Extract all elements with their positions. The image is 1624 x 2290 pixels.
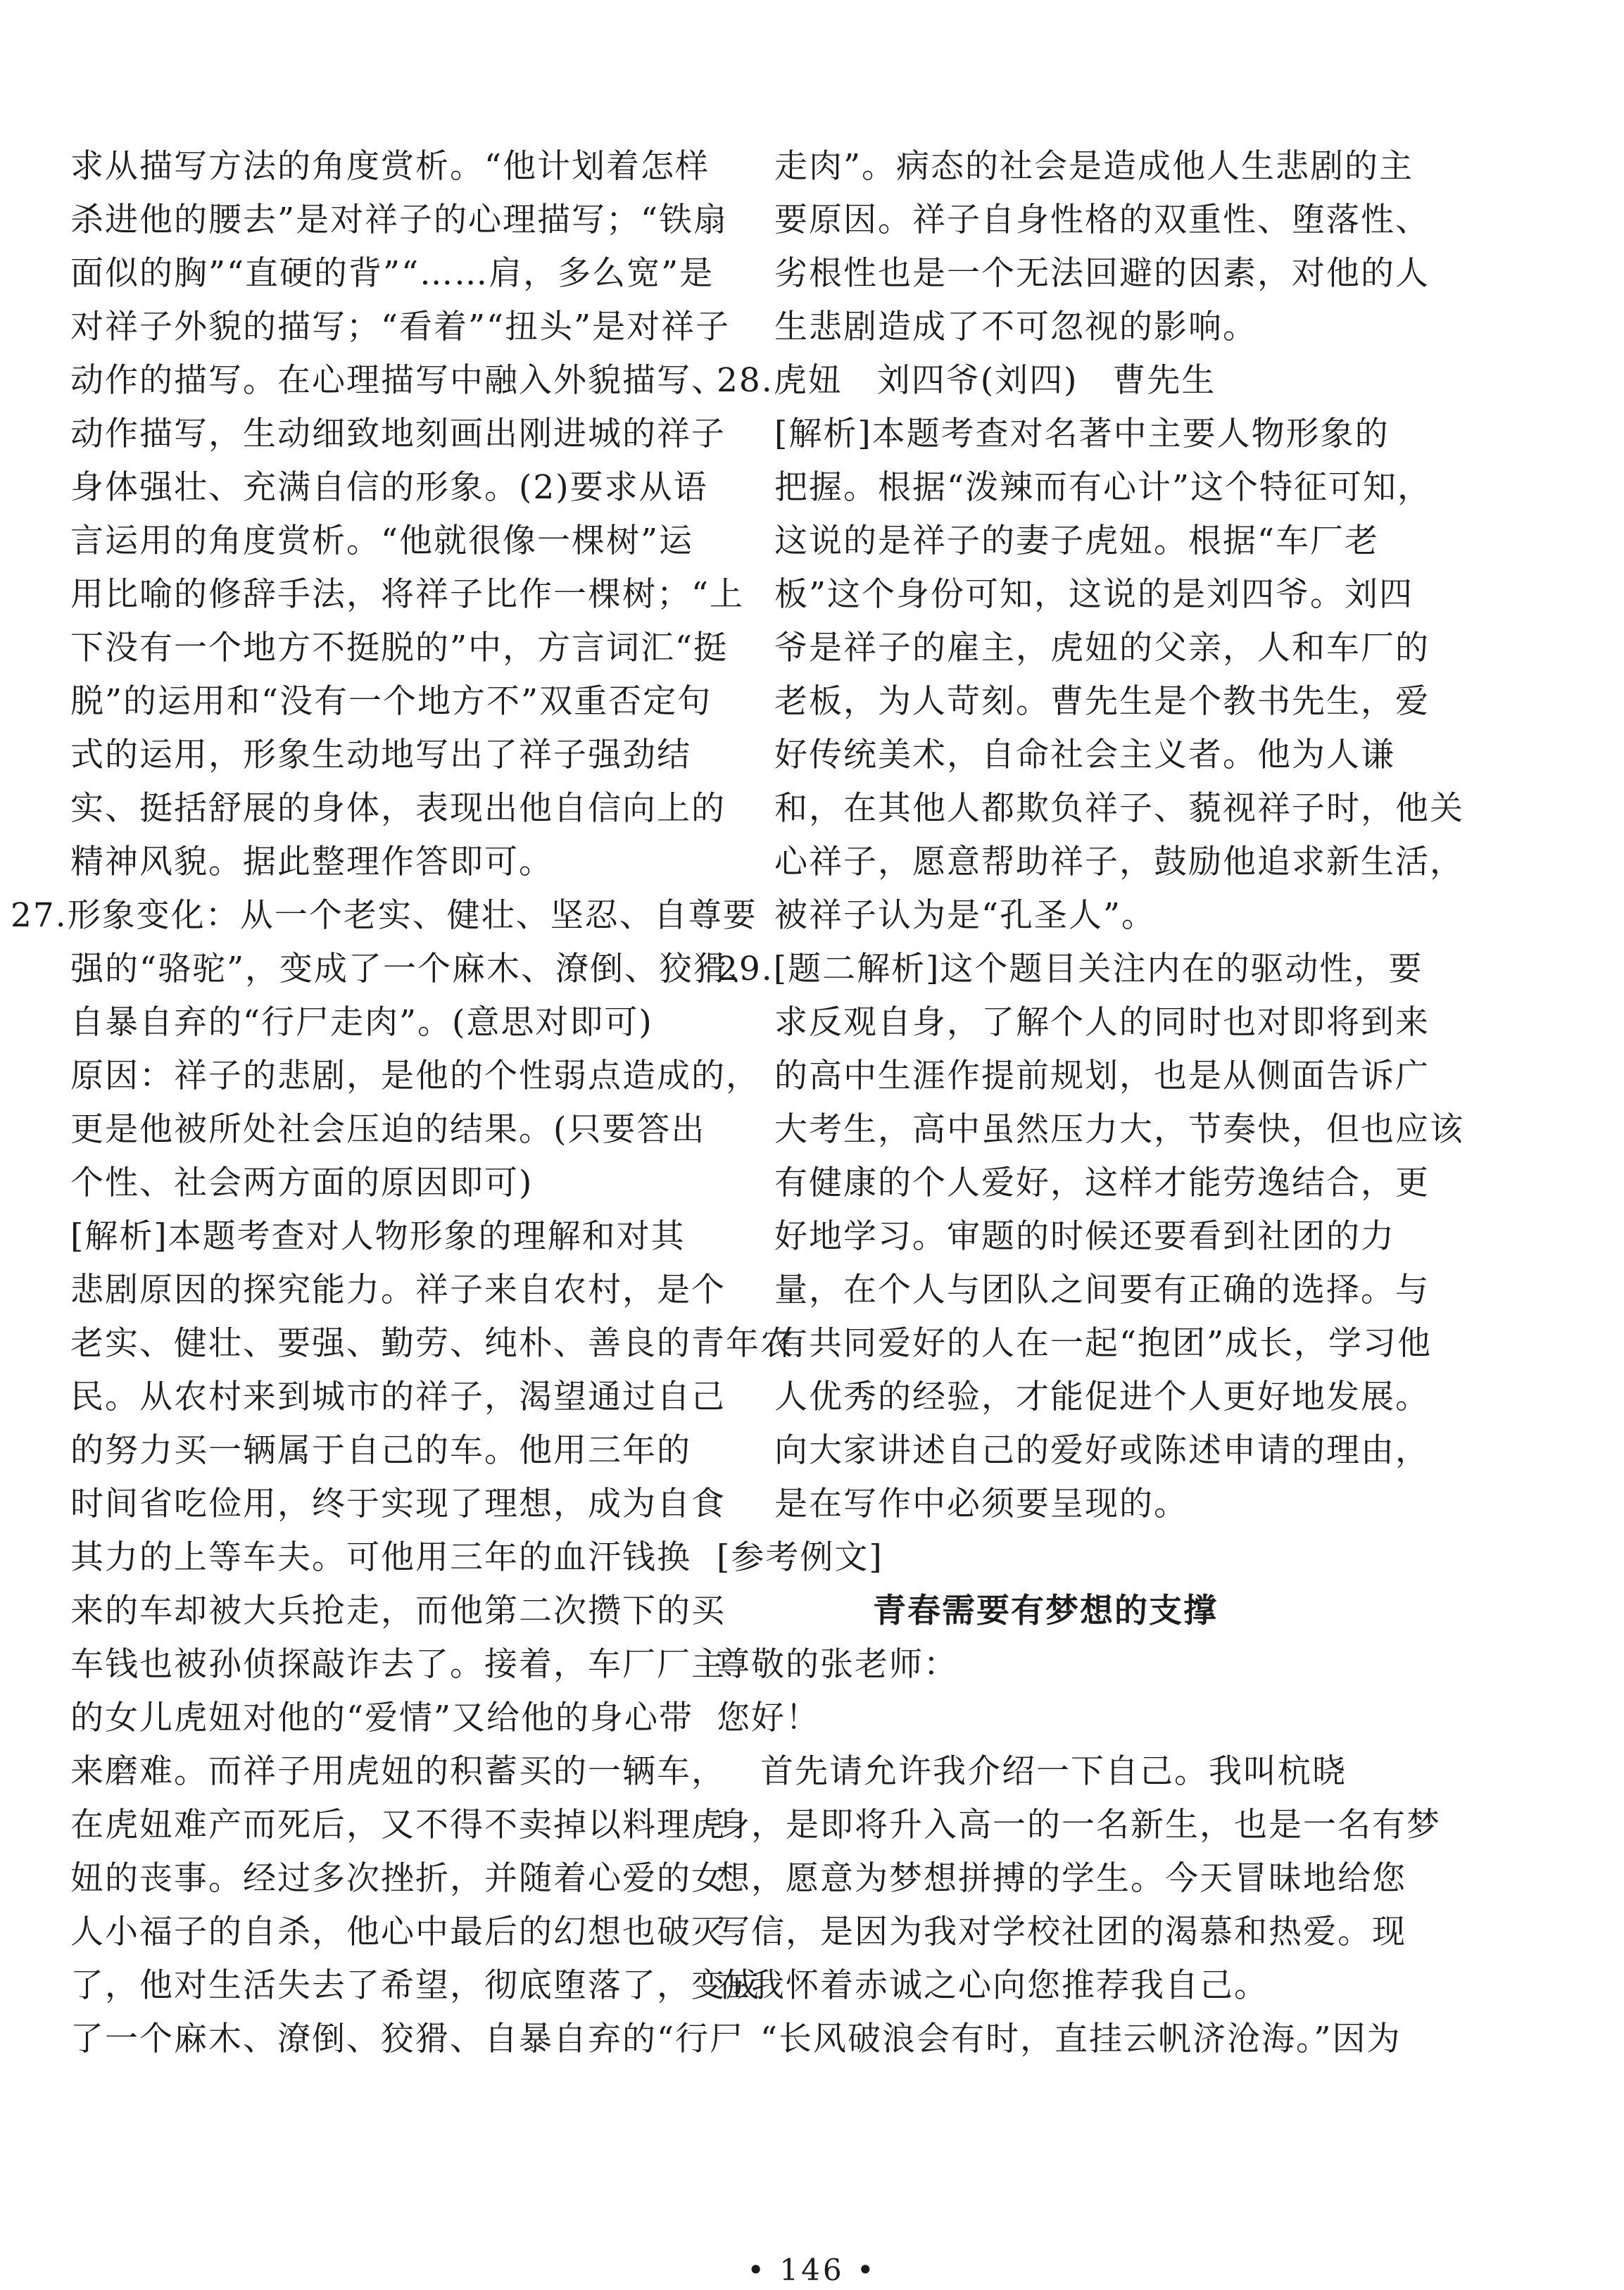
text-line: 人小福子的自杀，他心中最后的幻想也破灭: [70, 1913, 726, 1951]
text-line: 向大家讲述自己的爱好或陈述申请的理由，: [774, 1431, 1430, 1470]
text-line: 脱”的运用和“没有一个地方不”双重否定句: [70, 682, 712, 721]
text-line: 在我怀着赤诚之心向您推荐我自己。: [717, 1966, 1269, 2005]
text-line: 这说的是祥子的妻子虎妞。根据“车厂老: [774, 522, 1380, 560]
text-line: 面似的胸”“直硬的背”“……肩，多么宽”是: [70, 254, 715, 293]
text-line: 尊敬的张老师：: [717, 1645, 958, 1684]
text-line: 想，愿意为梦想拼搏的学生。今天冒昧地给您: [717, 1859, 1406, 1898]
text-line: 式的运用，形象生动地写出了祥子强劲结: [70, 736, 691, 774]
text-line: 个性、社会两方面的原因即可): [70, 1164, 534, 1202]
text-line: 悲剧原因的探究能力。祥子来自农村，是个: [70, 1271, 726, 1309]
text-line: 更是他被所处社会压迫的结果。(只要答出: [70, 1110, 706, 1149]
text-line: 28.虎妞 刘四爷(刘四) 曹先生: [717, 361, 1216, 400]
text-line: 强的“骆驼”，变成了一个麻木、潦倒、狡猾、: [70, 950, 763, 988]
text-line: 的努力买一辆属于自己的车。他用三年的: [70, 1431, 691, 1470]
text-line: 求反观自身，了解个人的同时也对即将到来: [774, 1003, 1430, 1042]
text-line: 妞的丧事。经过多次挫折，并随着心爱的女: [70, 1859, 726, 1898]
text-line: 下没有一个地方不挺脱的”中，方言词汇“挺: [70, 629, 729, 667]
text-line: [解析]本题考查对人物形象的理解和对其: [70, 1217, 686, 1256]
text-line: 车钱也被孙侦探敲诈去了。接着，车厂厂主: [70, 1645, 726, 1684]
text-line: 来磨难。而祥子用虎妞的积蓄买的一辆车，: [70, 1752, 726, 1791]
text-line: 用比喻的修辞手法，将祥子比作一棵树；“上: [70, 575, 745, 614]
text-line: 人优秀的经验，才能促进个人更好地发展。: [774, 1378, 1430, 1416]
text-line: 的女儿虎妞对他的“爱情”又给他的身心带: [70, 1699, 694, 1737]
text-line: 好传统美术，自命社会主义者。他为人谦: [774, 736, 1395, 774]
text-line: 劣根性也是一个无法回避的因素，对他的人: [774, 254, 1430, 293]
text-line: 时间省吃俭用，终于实现了理想，成为自食: [70, 1485, 726, 1523]
text-line: 的高中生涯作提前规划，也是从侧面告诉广: [774, 1057, 1430, 1095]
text-line: 求从描写方法的角度赏析。“他计划着怎样: [70, 147, 710, 186]
text-line: 老实、健壮、要强、勤劳、纯朴、善良的青年农: [70, 1324, 795, 1363]
text-line: 有共同爱好的人在一起“抱团”成长，学习他: [774, 1324, 1433, 1363]
text-line: 好地学习。审题的时候还要看到社团的力: [774, 1217, 1395, 1256]
text-line: 来的车却被大兵抢走，而他第二次攒下的买: [70, 1592, 726, 1630]
text-line: 生悲剧造成了不可忽视的影响。: [774, 308, 1257, 346]
text-line: 民。从农村来到城市的祥子，渴望通过自己: [70, 1378, 726, 1416]
text-line: 被祥子认为是“孔圣人”。: [774, 896, 1157, 935]
text-line: 27.形象变化：从一个老实、健壮、坚忍、自尊要: [11, 896, 757, 935]
text-line: 身，是即将升入高一的一名新生，也是一名有梦: [717, 1806, 1441, 1844]
text-line: 言运用的角度赏析。“他就很像一棵树”运: [70, 522, 694, 560]
essay-title: 青春需要有梦想的支撑: [873, 1592, 1218, 1630]
text-line: 29.[题二解析]这个题目关注内在的驱动性，要: [717, 950, 1423, 988]
text-line: 是在写作中必须要呈现的。: [774, 1485, 1188, 1523]
text-line: 实、挺括舒展的身体，表现出他自信向上的: [70, 789, 726, 828]
text-line: 杀进他的腰去”是对祥子的心理描写；“铁扇: [70, 201, 729, 239]
text-line: 爷是祥子的雇主，虎妞的父亲，人和车厂的: [774, 629, 1430, 667]
text-line: 写信，是因为我对学校社团的渴慕和热爱。现: [717, 1913, 1406, 1951]
page-number: • 146 •: [747, 2253, 877, 2287]
text-line: 动作的描写。在心理描写中融入外貌描写、: [70, 361, 726, 400]
text-line: 原因：祥子的悲剧，是他的个性弱点造成的，: [70, 1057, 760, 1095]
text-line: 身体强壮、充满自信的形象。(2)要求从语: [70, 468, 708, 507]
text-line: 精神风貌。据此整理作答即可。: [70, 843, 553, 881]
text-line: 您好！: [717, 1699, 820, 1737]
text-line: [解析]本题考查对名著中主要人物形象的: [774, 415, 1390, 453]
text-line: 在虎妞难产而死后，又不得不卖掉以料理虎: [70, 1806, 726, 1844]
text-line: 首先请允许我介绍一下自己。我叫杭晓: [760, 1752, 1347, 1791]
text-line: 其力的上等车夫。可他用三年的血汗钱换: [70, 1538, 691, 1577]
text-line: 有健康的个人爱好，这样才能劳逸结合，更: [774, 1164, 1430, 1202]
text-line: 了，他对生活失去了希望，彻底堕落了，变成: [70, 1966, 760, 2005]
text-line: 动作描写，生动细致地刻画出刚进城的祥子: [70, 415, 726, 453]
text-line: “长风破浪会有时，直挂云帆济沧海。”因为: [760, 2020, 1402, 2058]
text-line: 心祥子，愿意帮助祥子，鼓励他追求新生活，: [774, 843, 1464, 881]
text-line: 走肉”。病态的社会是造成他人生悲剧的主: [774, 147, 1414, 186]
text-line: 量，在个人与团队之间要有正确的选择。与: [774, 1271, 1430, 1309]
text-line: 对祥子外貌的描写；“看着”“扭头”是对祥子: [70, 308, 731, 346]
text-line: [参考例文]: [717, 1538, 883, 1577]
text-line: 把握。根据“泼辣而有心计”这个特征可知，: [774, 468, 1433, 507]
text-line: 要原因。祥子自身性格的双重性、堕落性、: [774, 201, 1430, 239]
text-line: 老板，为人苛刻。曹先生是个教书先生，爱: [774, 682, 1430, 721]
text-line: 了一个麻木、潦倒、狡猾、自暴自弃的“行尸: [70, 2020, 745, 2058]
text-line: 和，在其他人都欺负祥子、藐视祥子时，他关: [774, 789, 1464, 828]
text-line: 大考生，高中虽然压力大，节奏快，但也应该: [774, 1110, 1464, 1149]
text-line: 板”这个身份可知，这说的是刘四爷。刘四: [774, 575, 1414, 614]
text-line: 自暴自弃的“行尸走肉”。(意思对即可): [70, 1003, 653, 1042]
